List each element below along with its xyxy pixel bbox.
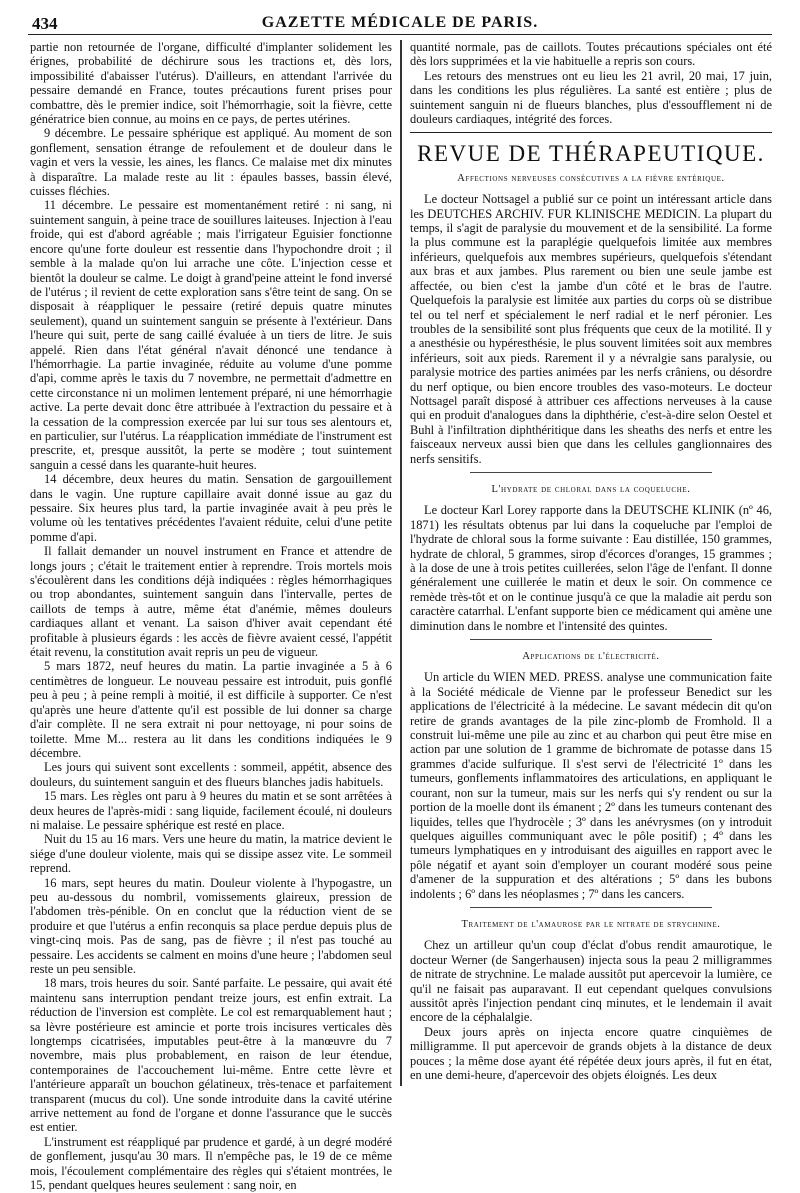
paragraph: quantité normale, pas de caillots. Toutes précautions spéciales ont été dès lors supprimées et la vie habituelle a repris son cours. [410, 40, 772, 69]
left-column [30, 40, 392, 1193]
right-column [410, 40, 772, 1090]
paragraph: Deux jours après on injecta encore quatre cinquièmes de milligramme. Il put apercevoir de grands objets à la distance de deux pouces ; la même dose ayant été répétée deux jours après, il fut en état, en une demi-heure, d'apercevoir des objets éloignés. Les deux [410, 1024, 772, 1082]
article-divider [470, 472, 712, 473]
article-divider [470, 907, 712, 908]
paragraph: Un article du WIEN MED. PRESS. analyse une communication faite à la Société médicale de Vienne par le professeur Benedict sur les applications de l'électricité à la médecine. Le savant médecin dit qu'on retire de grands avantages de la pile zinc-plomb de Fromhold. Il a construit lui-même une pile au zinc et au charbon qui peut être mise en action par une solution de 1 gramme de bichromate de potasse dans 15 grammes d'acide sulfurique. Il s'est servi de l'électricité 1º dans les tumeurs, gonflements inflammatoires des articulations, en appliquant le courant, non sur la tumeur, mais sur les nerfs qui s'y rendent ou sur la portion de la moelle dont ils émanent ; 2º dans les tumeurs contenant des liquides, telles que l'hydrocèle ; 3º dans les anévrysmes (on y introduit quelques aiguilles communiquant avec le pôle positif) ; 4º dans les tumeurs lymphatiques en y introduisant des aiguilles en rapport avec le pôle négatif et ayant soin d'employer un courant modéré sous peine d'amener de la suppuration et des altérations ; 5º dans les bubons indolents ; 6º dans les néoplasmes ; 7º dans les cancers. [410, 670, 772, 901]
paragraph: Les jours qui suivent sont excellents : sommeil, appétit, absence des douleurs, du suintement sanguin et des flueurs blanches jadis habituels. [30, 760, 392, 789]
section-title: REVUE DE THÉRAPEUTIQUE. [417, 141, 765, 167]
paragraph: 18 mars, trois heures du soir. Santé parfaite. Le pessaire, qui avait été maintenu sans interruption pendant treize jours, est enfin extrait. La réduction de l'inversion est complète. Le col est remarquablement haut ; sa lèvre postérieure est amincie et porte trois incisures verticales dès longtemps cicatrisées, imputables peut-être à la manœuvre du 7 novembre, mais plus probablement, en raison de leur étendue, contemporaines de l'accouchement lui-même. Entre cette lèvre et l'antérieure apparaît un bouchon gélatineux, très-tenace et parfaitement transparent (mucus du col). Une sonde introduite dans la cavité utérine arrive nettement au fond de l'organe et donne l'assurance que le succès est entier. [30, 976, 392, 1135]
paragraph: 5 mars 1872, neuf heures du matin. La partie invaginée a 5 à 6 centimètres de longueur. Le nouveau pessaire est introduit, puis gonflé peu à peu ; à peine rempli à moitié, il est difficile à supporter. Ce n'est qu'après une heure d'attente qu'il est possible de lui donner sa charge d'air complète. Il ne sera extrait ni pour nettoyage, ni pour soins de toilette. Mme M... restera au lit dans les conditions indiquées le 9 décembre. [30, 659, 392, 760]
article-heading: Applications de l'électricité. [522, 651, 660, 663]
article-divider [470, 639, 712, 640]
paragraph: 15 mars. Les règles ont paru à 9 heures du matin et se sont arrêtées à deux heures de l'après-midi : sang liquide, facilement écoulé, ni douleurs ni malaise. Le pessaire sphérique est resté en place. [30, 789, 392, 832]
paragraph: partie non retournée de l'organe, difficulté d'implanter solidement les érignes, probabilité de déchirure sous les tractions et, dès lors, impossibilité d'abaisser l'utérus). D'ailleurs, en attendant l'arrivée du pessaire demandé en France, toutes précautions furent prises pour combattre, dès le premier indice, soit l'hémorrhagie, soit la fièvre, cette génératrice bien connue, au moins en ce pays, de pertes utérines. [30, 40, 392, 127]
paragraph: Le docteur Karl Lorey rapporte dans la DEUTSCHE KLINIK (nº 46, 1871) les résultats obtenus par lui dans la coqueluche par l'emploi de l'hydrate de chloral sous la forme suivante : Eau distillée, 150 grammes, hydrate de chloral, 5 grammes, sirop d'écorces d'oranges, 15 grammes ; à la dose de une à trois petites cuillerées, selon l'âge de l'enfant. Il donne généralement une cuillerée le matin et deux le soir. On commence ce remède très-tôt et on le continue jusqu'à ce que la maladie ait perdu son caractère catarrhal. L'enfant supporte bien ce médicament qui amène une diminution dans le nombre et l'intensité des quintes. [410, 503, 772, 633]
article-heading: Affections nerveuses consécutives a la fièvre entérique. [457, 172, 725, 184]
column-divider [400, 40, 402, 1086]
paragraph: Nuit du 15 au 16 mars. Vers une heure du matin, la matrice devient le siége d'une douleur violente, mais qui se dissipe assez vite. Le sommeil reprend. [30, 832, 392, 876]
paragraph: Chez un artilleur qu'un coup d'éclat d'obus rendit amaurotique, le docteur Werner (de Sangerhausen) injecta sous la peau 2 milligrammes de nitrate de strychnine. Le malade aussitôt put apercevoir la lumière, ce qu'il ne faisait pas auparavant. Il eut cependant quelques convulsions aussitôt après l'injection pendant cinq minutes, et le lendemain il avait encore de la céphalalgie. [410, 938, 772, 1025]
paragraph: 14 décembre, deux heures du matin. Sensation de gargouillement dans le vagin. Une rupture capillaire avait donné issue au gaz du pessaire. Six heures plus tard, la partie invaginée avait à peu près le volume où les tentatives précédentes l'avaient réduite, celui d'une petite pomme d'api. [30, 472, 392, 544]
paragraph: 11 décembre. Le pessaire est momentanément retiré : ni sang, ni suintement sanguin, à peine trace de souillures laiteuses. Injection à l'eau froide, qui est d'abord agréable ; mais l'irrigateur Eguisier fonctionne encore qu'une forte douleur est ressentie dans l'hypochondre droit ; il semble à la malade qu'on lui arrache une côte. L'injection cesse et bientôt la douleur se calme. Le doigt à grand'peine atteint le fond inversé de l'utérus ; il revient de cette exploration sans s'être teint de sang. On se disposait à réappliquer le pessaire (retiré depuis quatre minutes seulement), quand un suintement sanguin se présente à l'extérieur. Dans l'heure qui suit, perte de sang caillé évaluée à un tiers de litre. Je suis appelé. Rien dans l'état général n'avait dénoncé une tendance à l'hémorrhagie. La partie invaginée, réduite au volume d'une pomme d'api, comme après le taxis du 7 novembre, ne permettait d'admettre en cette circonstance ni un molimen lentement préparé, ni une hémorrhagie active. La perte devait donc être attribuée à l'extraction du pessaire et à la cessation de la compression exercée par lui sur tous ses alentours et, en particulier, sur l'utérus. La réapplication immédiate de l'instrument est prescrite, et, presque aussitôt, la perte se modère ; tout suintement sanguin a cessé dans les quarante-huit heures. [30, 198, 392, 472]
article-heading: Traitement de l'amaurose par le nitrate de strychnine. [461, 918, 721, 930]
paragraph: 16 mars, sept heures du matin. Douleur violente à l'hypogastre, un peu au-dessous du nombril, vomissements glaireux, pression de l'abdomen très-pénible. On en conclut que la réduction vient de se produire et que l'utérus a enfin reconquis sa place perdue depuis plus de vingt-cinq mois. Pas de sang, pas de fièvre ; il n'est pas touché au pessaire. Les accidents se calment en moins d'une heure ; l'abdomen seul reste un peu sensible. [30, 875, 392, 976]
paragraph: Les retours des menstrues ont eu lieu les 21 avril, 20 mai, 17 juin, dans les conditions les plus régulières. La santé est entière ; plus de suintement sanguin ni de flueurs blanches, plus d'essoufflement ni de douleurs cardiaques, intégrité des forces. [410, 68, 772, 127]
page-header [28, 10, 772, 35]
page-number: 434 [32, 14, 58, 33]
paragraph: Le docteur Nottsagel a publié sur ce point un intéressant article dans les DEUTCHES ARCHIV. FUR KLINISCHE MEDICIN. La plupart du temps, il s'agit de paralysie du mouvement et de la sensibilité. La forme la plus commune est la paraplégie quelquefois limitée aux membres inférieurs, quelquefois aux membres supérieurs, quelquefois s'étendant aux bras et aux jambes. Plus rarement ou bien une seule jambe est affectée, ou bien c'est la jambe d'un côté et le bras de l'autre. Quelquefois la paralysie est limitée aux parties du corps où se distribue tel ou tel nerf et spécialement le nerf radial et le nerf péronier. Les troubles de la sensibilité sont plus fréquents que ceux de la motilité. Il y a anesthésie ou hypéresthésie, le plus souvent limitées soit aux membres inférieurs, soit aux pieds. Rarement il y a névralgie sans paralysie, ou paralysie motrice des parties animées par les nerfs crâniens, ou désordre du nerf optique, ou bien encore troubles des vaso-moteurs. Le docteur Nottsagel paraît disposé à attribuer ces affections nerveuses à la cause qui en produit d'analogues dans la diphthérie, c'est-à-dire selon Oestel et Buhl à l'infiltration diphthéritique dans les sheaths des nerfs et entre les faisceaux nerveux aussi bien que dans les cellules ganglionnaires des nerfs sensitifs. [410, 192, 772, 466]
paragraph: 9 décembre. Le pessaire sphérique est appliqué. Au moment de son gonflement, sensation étrange de refoulement et de douleur dans le vagin et vers la vessie, les aines, les flancs. Ce malaise met dix minutes à disparaître. La malade reste au lit : épaules basses, bassin élevé, cuisses fléchies. [30, 126, 392, 199]
article-heading: L'hydrate de chloral dans la coqueluche. [491, 483, 691, 495]
journal-title: GAZETTE MÉDICALE DE PARIS. [261, 14, 539, 31]
paragraph: L'instrument est réappliqué par prudence et gardé, à un degré modéré de gonflement, jusqu'au 30 mars. Il n'empêche pas, le 19 de ce même mois, l'écoulement complémentaire des règles qui s'étaient montrées, le 15, pendant quelques heures seulement : sang noir, en [30, 1134, 392, 1193]
section-divider [410, 132, 772, 133]
paragraph: Il fallait demander un nouvel instrument en France et attendre de longs jours ; c'était le traitement entier à reprendre. Trois mortels mois s'écoulèrent dans les conditions déjà indiquées : règles hémorrhagiques ou trop abondantes, suintement sanguin dans l'intervalle, pertes de caillots de temps à autre, même état d'anémie, mêmes douleurs cardiaques allant et venant. La saison d'hiver avait cependant été profitable à plusieurs égards : les accès de fièvre avaient cessé, l'appétit était revenu, la constitution avait repris un peu de vigueur. [30, 544, 392, 660]
